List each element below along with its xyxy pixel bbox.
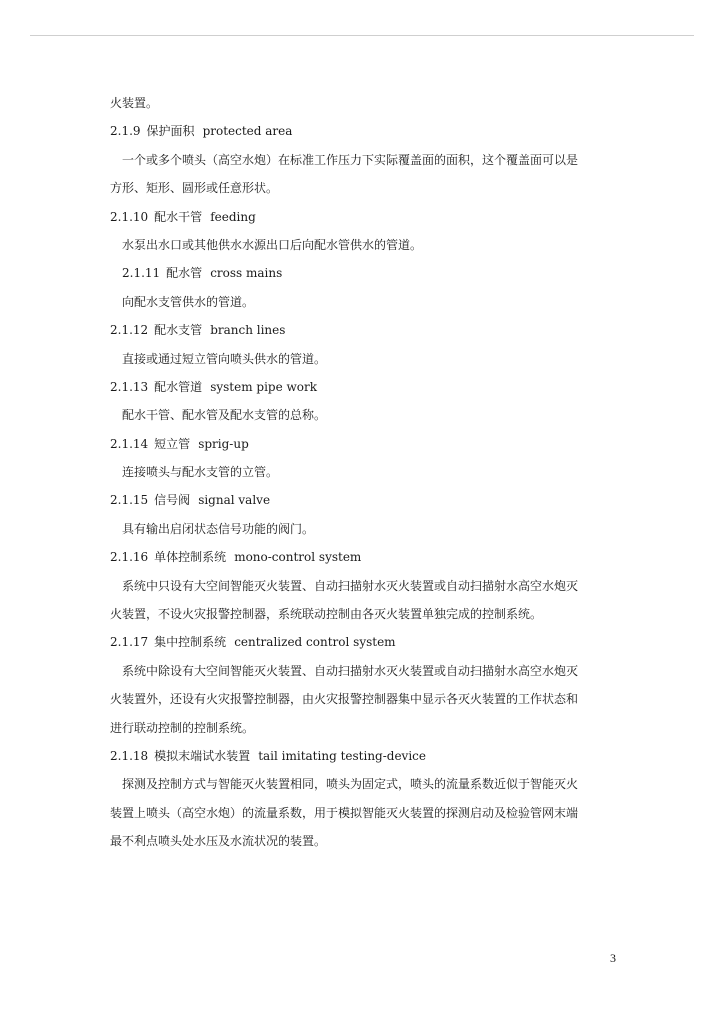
section-heading-2-1-16 [110, 543, 620, 571]
text-line: 配水干管、配水管及配水支管的总称。 [122, 408, 327, 423]
text-line: 系统中除设有大空间智能灭火装置、自动扫描射水灭火装置或自动扫描射水高空水炮灭 [122, 663, 579, 678]
text-line: 向配水支管供水的管道。 [122, 294, 255, 309]
page-number: 3 [610, 951, 616, 965]
text-line: 火装置。 [110, 96, 159, 110]
section-number: 2.1.16 [110, 550, 149, 565]
text-line: 进行联动控制的控制系统。 [110, 720, 255, 735]
text-line: 直接或通过短立管向喷头供水的管道。 [122, 351, 327, 366]
section-heading-2-1-11 [110, 259, 620, 287]
text-line: 火装置外，还设有火灾报警控制器，由火灾报警控制器集中显示各灭火装置的工作状态和 [110, 692, 579, 707]
section-heading-2-1-12 [110, 316, 620, 344]
text-line: 一个或多个喷头（高空水炮）在标准工作压力下实际覆盖面的面积，这个覆盖面可以是 [122, 152, 579, 167]
text-line: 连接喷头与配水支管的立管。 [122, 465, 279, 480]
term-english: protected area [202, 124, 293, 139]
text-line: 方形、矩形、圆形或任意形状。 [110, 181, 279, 196]
section-heading-2-1-14 [110, 430, 620, 458]
term-english: cross mains [210, 266, 283, 281]
document-body [110, 89, 620, 856]
term-chinese: 信号阀 [154, 493, 191, 508]
text-line: 最不利点喷头处水压及水流状况的装置。 [110, 834, 327, 849]
text-line: 水泵出水口或其他供水水源出口后向配水管供水的管道。 [122, 237, 423, 252]
section-number: 2.1.17 [110, 635, 149, 650]
term-chinese: 集中控制系统 [154, 635, 227, 650]
term-english: mono-control system [234, 550, 362, 565]
term-chinese: 模拟末端试水装置 [154, 748, 251, 763]
text-line: 具有输出启闭状态信号功能的阀门。 [122, 521, 315, 536]
term-english: tail imitating testing-device [258, 748, 426, 763]
section-number: 2.1.13 [110, 379, 149, 394]
section-heading-2-1-18 [110, 742, 620, 770]
term-english: sprig-up [198, 436, 249, 451]
section-number: 2.1.12 [110, 323, 149, 338]
term-chinese: 短立管 [154, 436, 191, 451]
section-number: 2.1.10 [110, 209, 149, 224]
section-number: 2.1.15 [110, 493, 149, 508]
term-english: centralized control system [234, 635, 396, 650]
term-chinese: 保护面积 [146, 124, 195, 139]
header-rule [30, 35, 694, 36]
section-heading-2-1-13 [110, 373, 620, 401]
text-line: 火装置，不设火灾报警控制器，系统联动控制由各灭火装置单独完成的控制系统。 [110, 607, 543, 622]
term-english: signal valve [198, 493, 271, 508]
section-heading-2-1-10 [110, 203, 620, 231]
section-heading-2-1-17 [110, 628, 620, 656]
text-line: 系统中只设有大空间智能灭火装置、自动扫描射水灭火装置或自动扫描射水高空水炮灭 [122, 578, 579, 593]
section-number: 2.1.18 [110, 748, 149, 763]
text-line: 装置上喷头（高空水炮）的流量系数，用于模拟智能灭火装置的探测启动及检验管网末端 [110, 805, 579, 820]
section-number: 2.1.9 [110, 124, 141, 139]
term-chinese: 配水支管 [154, 323, 203, 338]
section-number: 2.1.11 [122, 266, 161, 281]
term-english: system pipe work [210, 379, 318, 394]
term-english: feeding [210, 209, 256, 224]
term-chinese: 配水干管 [154, 209, 203, 224]
section-number: 2.1.14 [110, 436, 149, 451]
section-heading-2-1-9 [110, 117, 620, 145]
term-english: branch lines [210, 323, 286, 338]
term-chinese: 单体控制系统 [154, 550, 227, 565]
term-chinese: 配水管 [166, 266, 203, 281]
term-chinese: 配水管道 [154, 379, 203, 394]
section-heading-2-1-15 [110, 486, 620, 514]
text-line: 探测及控制方式与智能灭火装置相同，喷头为固定式，喷头的流量系数近似于智能灭火 [122, 777, 579, 792]
